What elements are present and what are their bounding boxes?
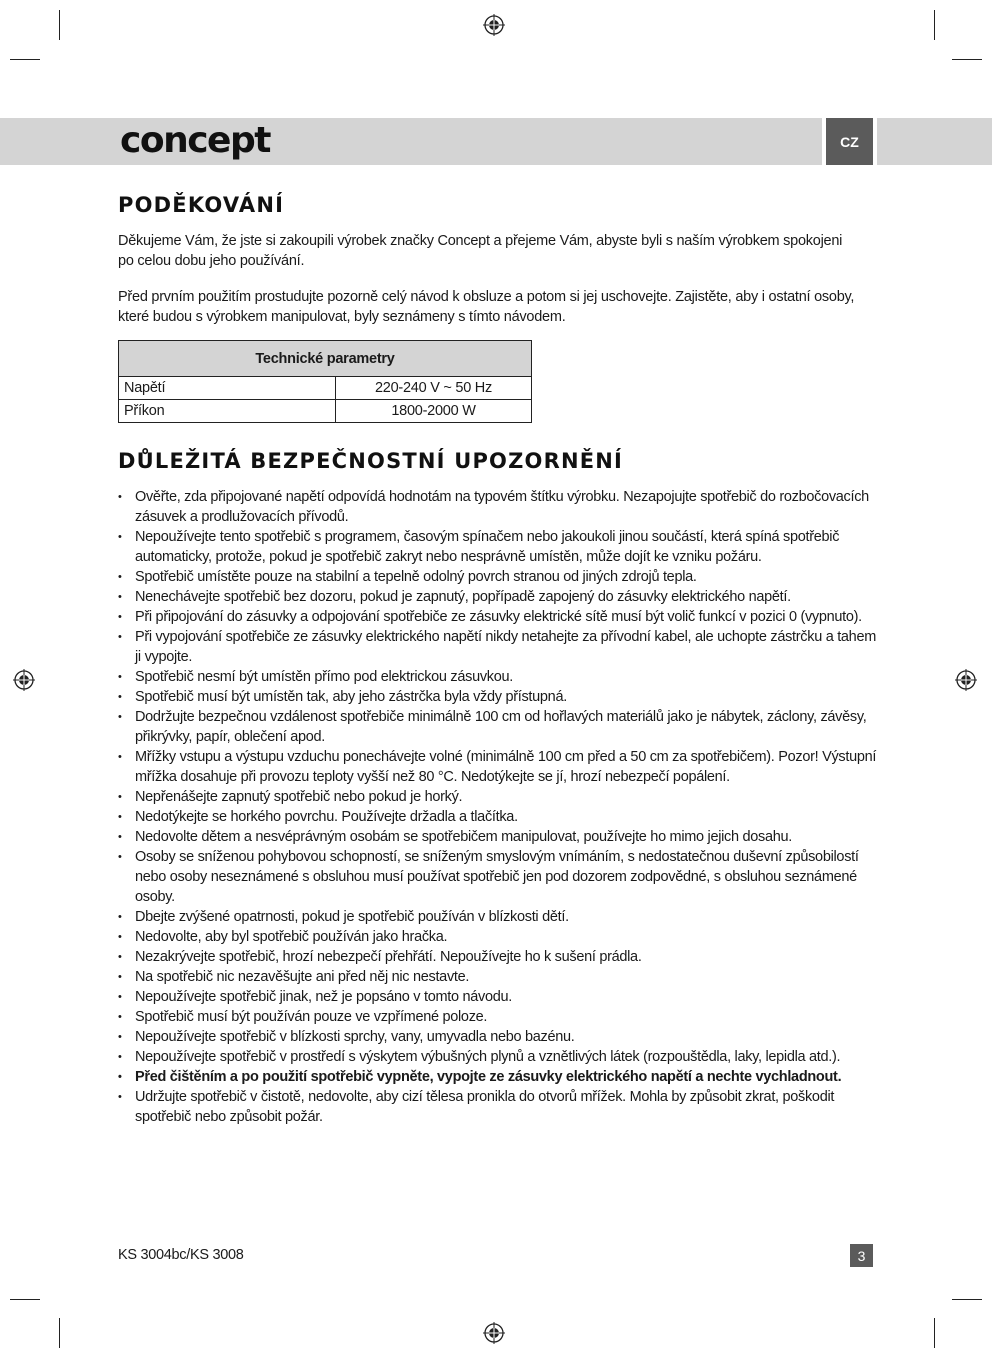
safety-item: • Nepřenášejte zapnutý spotřebič nebo pokud je horký. [118,787,880,807]
safety-item: • Při připojování do zásuvky a odpojování spotřebiče ze zásuvky elektrické sítě musí být volič funkcí v pozici 0 (vypnuto). [118,607,880,627]
safety-item: • Ověřte, zda připojované napětí odpovídá hodnotám na typovém štítku výrobku. Nezapojujte spotřebič do rozbočovacích zásuvek a prodlužovacích přívodů. [118,487,880,527]
param-label: Příkon [119,400,336,423]
safety-item: • Spotřebič umístěte pouze na stabilní a tepelně odolný povrch stranou od jiných zdrojů tepla. [118,567,880,587]
registration-mark-icon [13,669,35,691]
crop-mark [934,1318,935,1348]
safety-item: • Nedovolte, aby byl spotřebič používán jako hračka. [118,927,880,947]
safety-item: • Spotřebič musí být umístěn tak, aby jeho zástrčka byla vždy přístupná. [118,687,880,707]
param-value: 1800-2000 W [336,400,532,423]
safety-item: • Nedotýkejte se horkého povrchu. Používejte držadla a tlačítka. [118,807,880,827]
crop-mark [934,10,935,40]
safety-item: • Nedovolte dětem a nesvéprávným osobám se spotřebičem manipulovat, používejte ho mimo jejich dosahu. [118,827,880,847]
model-number: KS 3004bc/KS 3008 [118,1247,244,1263]
instructions-paragraph: Před prvním použitím prostudujte pozorně celý návod k obsluze a potom si jej uschovejte. Zajistěte, aby i ostatní osoby, které budou s výrobkem manipulovat, byly seznámeny s tímto návodem. [118,289,855,325]
thanks-paragraph: Děkujeme Vám, že jste si zakoupili výrobek značky Concept a přejeme Vám, abyste byli s naším výrobkem spokojeni po celou dobu jeho používání. [118,233,843,269]
thanks-heading: PODĚKOVÁNÍ [118,193,285,217]
registration-mark-icon [483,14,505,36]
table-title: Technické parametry [119,341,532,377]
tech-params-table [118,340,532,423]
safety-item: • Nepoužívejte spotřebič jinak, než je popsáno v tomto návodu. [118,987,880,1007]
header-band [877,118,992,165]
crop-mark [59,10,60,40]
safety-item: • Dbejte zvýšené opatrnosti, pokud je spotřebič používán v blízkosti dětí. [118,907,880,927]
safety-list [118,487,880,1127]
safety-item: • Na spotřebič nic nezavěšujte ani před něj nic nestavte. [118,967,880,987]
safety-item: • Nepoužívejte spotřebič v prostředí s výskytem výbušných plynů a vznětlivých látek (rozpouštědla, laky, lepidla atd.). [118,1047,880,1067]
crop-mark [10,1299,40,1300]
param-value: 220-240 V ~ 50 Hz [336,377,532,400]
safety-item: • Při vypojování spotřebiče ze zásuvky elektrického napětí nikdy netahejte za přívodní kabel, ale uchopte zástrčku a tahem ji vypojte. [118,627,880,667]
crop-mark [59,1318,60,1348]
safety-item: • Dodržujte bezpečnou vzdálenost spotřebiče minimálně 100 cm od hořlavých materiálů jako je nábytek, záclony, závěsy, přikrývky, papír, oblečení apod. [118,707,880,747]
safety-item: • Nenechávejte spotřebič bez dozoru, pokud je zapnutý, popřípadě zapojený do zásuvky elektrického napětí. [118,587,880,607]
param-label: Napětí [119,377,336,400]
safety-item: • Udržujte spotřebič v čistotě, nedovolte, aby cizí tělesa pronikla do otvorů mřížek. Mohla by způsobit zkrat, poškodit spotřebič nebo způsobit požár. [118,1087,880,1127]
table-row [119,377,532,400]
crop-mark [10,59,40,60]
registration-mark-icon [955,669,977,691]
brand-logo: concept [120,120,270,161]
safety-item: • Před čištěním a po použití spotřebič vypněte, vypojte ze zásuvky elektrického napětí a nechte vychladnout. [118,1067,880,1087]
safety-item: • Nepoužívejte tento spotřebič s programem, časovým spínačem nebo jakoukoli jinou součástí, která spíná spotřebič automaticky, protože, pokud je spotřebič zakryt nebo nesprávně umístěn, může dojít ke vzniku požáru. [118,527,880,567]
language-badge: CZ [826,118,873,165]
crop-mark [952,59,982,60]
page-number: 3 [850,1244,873,1267]
safety-item: • Spotřebič nesmí být umístěn přímo pod elektrickou zásuvkou. [118,667,880,687]
safety-heading: DŮLEŽITÁ BEZPEČNOSTNÍ UPOZORNĚNÍ [118,449,624,473]
crop-mark [952,1299,982,1300]
safety-item: • Spotřebič musí být používán pouze ve vzpřímené poloze. [118,1007,880,1027]
safety-item: • Nepoužívejte spotřebič v blízkosti sprchy, vany, umyvadla nebo bazénu. [118,1027,880,1047]
registration-mark-icon [483,1322,505,1344]
safety-item: • Mřížky vstupu a výstupu vzduchu ponechávejte volné (minimálně 100 cm před a 50 cm za spotřebičem). Pozor! Výstupní mřížka dosahuje při provozu teploty vyšší než 80 °C. Nedotýkejte se jí, hrozí nebezpečí popálení. [118,747,880,787]
table-row [119,400,532,423]
safety-item: • Nezakrývejte spotřebič, hrozí nebezpečí přehřátí. Nepoužívejte ho k sušení prádla. [118,947,880,967]
safety-item: • Osoby se sníženou pohybovou schopností, se sníženým smyslovým vnímáním, s nedostatečnou duševní způsobilostí nebo osoby neseznámené s obsluhou musí používat spotřebič jen pod dozorem zodpovědné, s obsluhou seznámené osoby. [118,847,880,907]
